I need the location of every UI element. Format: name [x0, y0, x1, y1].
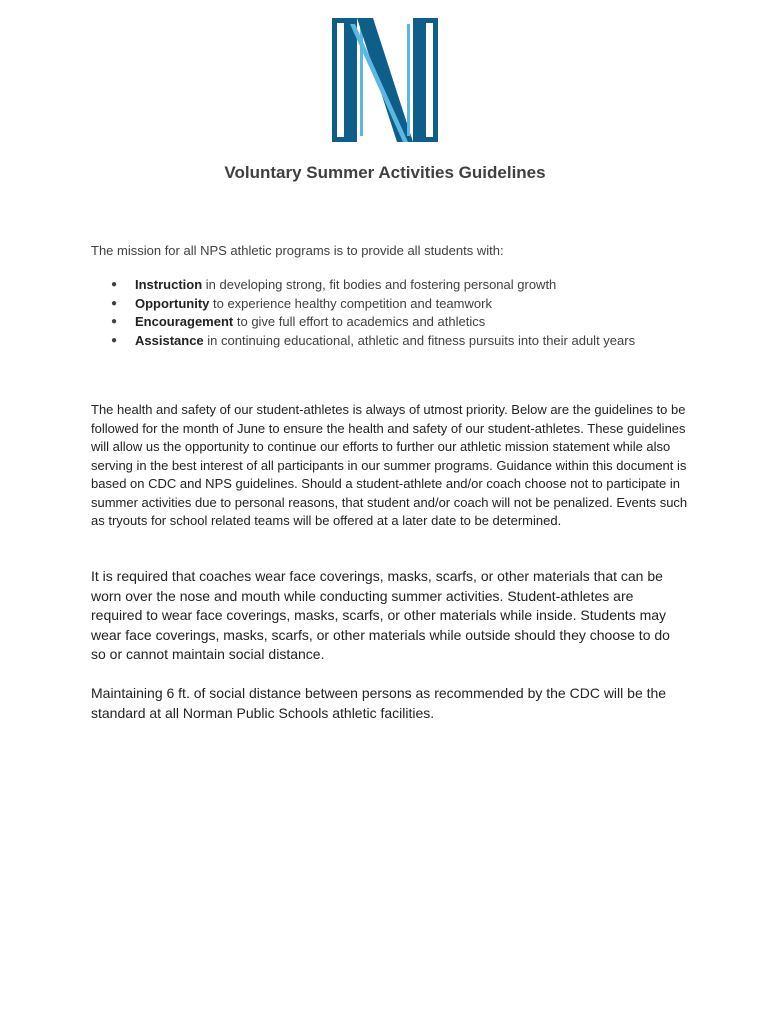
bullet-icon: ● [111, 316, 118, 327]
mission-intro: The mission for all NPS athletic programs is to provide all students with: [91, 243, 504, 258]
list-item-bold: Instruction [135, 277, 203, 292]
logo-left-bracket-bar [332, 18, 337, 142]
document-title: Voluntary Summer Activities Guidelines [224, 163, 546, 182]
list-item-text: to experience healthy competition and teamwork [209, 295, 492, 311]
nps-n-logo [330, 16, 440, 144]
bullet-icon: ● [111, 297, 118, 309]
logo-diagonal-dark [357, 18, 413, 142]
list-item-bold: Encouragement [135, 314, 234, 329]
logo-left-stem [344, 18, 357, 142]
list-item-text: in developing strong, fit bodies and fostering personal growth [202, 277, 557, 292]
logo-right-stem-line [407, 24, 410, 136]
mission-list [91, 276, 635, 350]
logo-right-bracket-top [426, 18, 438, 23]
social-distance-paragraph: Maintaining 6 ft. of social distance between persons as recommended by the CDC will be the standard at all Norman Public Schools athletic facilities. [91, 685, 667, 721]
logo-right-bracket-bottom [426, 137, 438, 142]
bullet-icon: ● [111, 279, 118, 290]
list-item-text: in continuing educational, athletic and fitness pursuits into their adult years [203, 332, 636, 348]
logo-left-bracket-top [332, 18, 344, 23]
list-item [91, 313, 635, 332]
logo-left-bracket-bottom [332, 137, 344, 142]
list-item [91, 276, 635, 295]
health-safety-paragraph: The health and safety of our student-athletes is always of utmost priority. Below are the guidelines to be followed for the month of June to ensure the health and safety of our student-athletes. These guidelines will allow us the opportunity to continue our efforts to further our athletic mission statement while also serving in the best interest of all participants in our summer programs. Guidance within this document is based on CDC and NPS guidelines. Should a student-athlete and/or coach choose not to participate in summer activities due to personal reasons, that student and/or coach will not be penalized. Events such as tryouts for school related teams will be offered at a later date to be determined. [91, 402, 688, 528]
bullet-icon: ● [111, 334, 118, 346]
face-coverings-paragraph: It is required that coaches wear face coverings, masks, scarfs, or other materials that can be worn over the nose and mouth while conducting summer activities. Student-athletes are required to wear face coverings, masks, scarfs, or other materials while inside. Students may wear face coverings, masks, scarfs, or other materials while outside should they choose to do so or cannot maintain social distance. [91, 568, 670, 662]
list-item-bold: Assistance [135, 332, 204, 348]
list-item [91, 332, 635, 351]
list-item-bold: Opportunity [135, 295, 210, 311]
list-item [91, 295, 635, 314]
logo-right-bracket-bar [433, 18, 438, 142]
logo-right-stem [413, 18, 426, 142]
list-item-text: to give full effort to academics and athletics [233, 314, 486, 329]
